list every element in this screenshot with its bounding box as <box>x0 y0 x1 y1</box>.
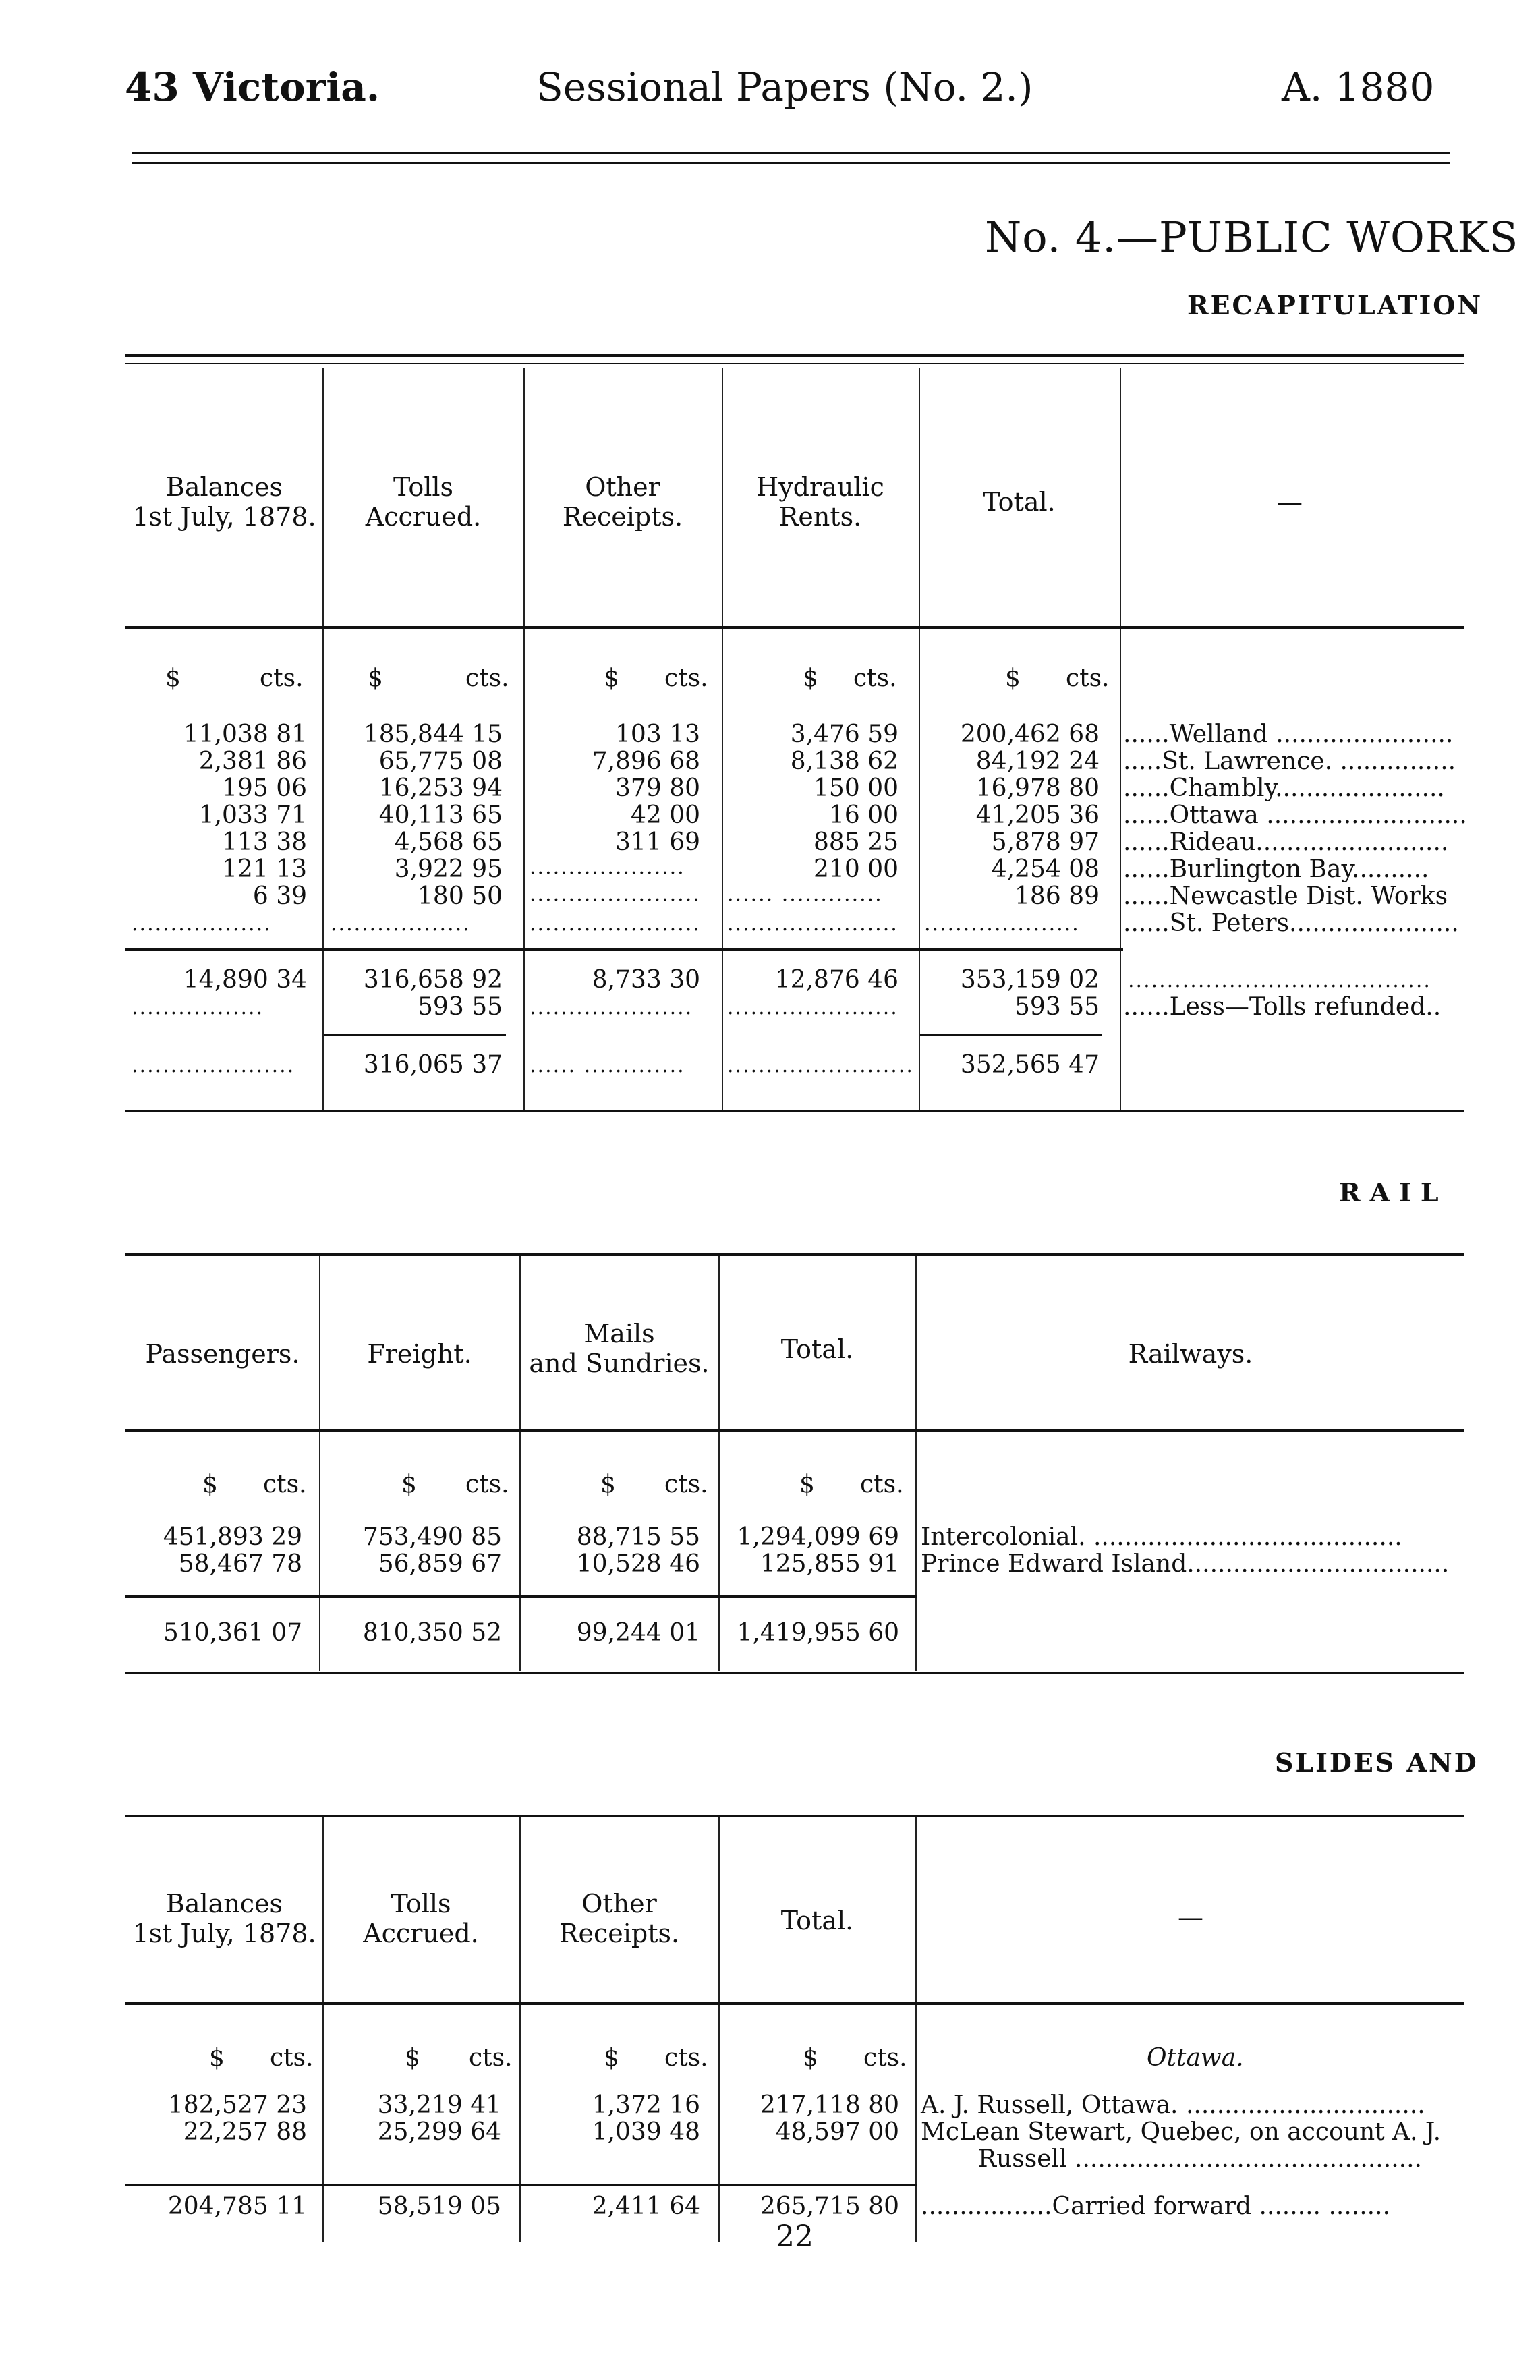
unit-dollar: $ <box>165 664 181 692</box>
cell-total: 186 89 <box>1015 882 1100 910</box>
header-left: 43 Victoria. <box>125 64 380 110</box>
unit-cts: cts. <box>664 1471 708 1498</box>
unit-cts: cts. <box>270 2044 314 2072</box>
section-title-rail: RAIL <box>1339 1177 1448 1208</box>
unit-cts: cts. <box>260 664 304 692</box>
unit-cts: cts. <box>863 2044 907 2072</box>
cell-balance: 11,038 81 <box>183 720 307 748</box>
cell-name: .................Carried forward ........ ........ <box>921 2192 1390 2220</box>
slides-row-continuation: Russell ............................................. <box>978 2145 1422 2173</box>
slides-col-tolls: Tolls Accrued. <box>363 1889 479 1948</box>
cell-tolls: 593 55 <box>418 993 503 1021</box>
unit-dollar: $ <box>368 664 383 692</box>
rail-sum-rule <box>125 1595 917 1598</box>
header-rule-top <box>132 152 1450 154</box>
cell-balance: 22,257 88 <box>183 2118 307 2146</box>
cell-hydraulic: 3,476 59 <box>790 720 899 748</box>
canals-top-rule-2 <box>125 363 1464 364</box>
header-center: Sessional Papers (No. 2.) <box>536 64 1033 110</box>
unit-dollar: $ <box>604 664 619 692</box>
cell-balance: 1,033 71 <box>198 801 307 829</box>
cell-tolls: 4,568 65 <box>394 828 503 856</box>
cell-mails: 10,528 46 <box>576 1550 700 1578</box>
cell-total: 48,597 00 <box>775 2118 899 2146</box>
unit-cts: cts. <box>465 664 509 692</box>
cell-name: A. J. Russell, Ottawa. ............................... <box>921 2091 1425 2119</box>
slides-col-balances: Balances 1st July, 1878. <box>132 1889 316 1948</box>
unit-dollar: $ <box>803 664 818 692</box>
cell-other: 1,039 48 <box>592 2118 700 2146</box>
cell-hydraulic: ........................ <box>727 1054 914 1077</box>
cell-other: 42 00 <box>630 801 700 829</box>
cell-passengers: 510,361 07 <box>163 1619 302 1647</box>
cell-tolls: 25,299 64 <box>377 2118 501 2146</box>
canals-col-other: Other Receipts. <box>562 472 683 532</box>
cell-other: 7,896 68 <box>592 747 700 775</box>
rail-col-railways: Railways. <box>1128 1339 1253 1369</box>
slides-col-name: — <box>1178 1902 1203 1932</box>
cell-tolls: .................. <box>331 912 471 936</box>
cell-total: 1,294,099 69 <box>737 1523 899 1551</box>
page-number: 22 <box>776 2219 814 2254</box>
slides-col-divider <box>718 1817 720 2242</box>
page-title: No. 4.—PUBLIC WORKS <box>985 213 1519 262</box>
cell-other: 1,372 16 <box>592 2091 700 2119</box>
rail-col-divider <box>718 1256 720 1671</box>
cell-other: .................... <box>530 855 685 879</box>
unit-cts: cts. <box>664 664 708 692</box>
cell-other: ...................... <box>530 882 701 906</box>
cell-tolls: 180 50 <box>418 882 503 910</box>
cell-other: ..................... <box>530 996 693 1019</box>
cell-freight: 56,859 67 <box>378 1550 502 1578</box>
cell-name: Intercolonial. ........................................ <box>921 1523 1402 1551</box>
cell-balance: 121 13 <box>222 855 307 883</box>
slides-col-other: Other Receipts. <box>559 1889 680 1948</box>
canals-col-name: — <box>1277 487 1303 517</box>
cell-name: ......St. Peters...................... <box>1123 909 1459 937</box>
unit-cts: cts. <box>1066 664 1110 692</box>
header-rule-bottom <box>132 162 1450 164</box>
cell-tolls: 33,219 41 <box>377 2091 501 2119</box>
cell-freight: 810,350 52 <box>362 1619 502 1647</box>
canals-col-balances: Balances 1st July, 1878. <box>132 472 316 532</box>
cell-tolls: 58,519 05 <box>377 2192 501 2220</box>
cell-tolls: 16,253 94 <box>378 774 503 802</box>
canals-sum-rule <box>125 948 1123 951</box>
cell-total: 4,254 08 <box>991 855 1100 883</box>
cell-name: ......Chambly...................... <box>1123 774 1445 802</box>
slides-top-rule <box>125 1815 1464 1817</box>
unit-dollar: $ <box>799 1471 815 1498</box>
cell-freight: 753,490 85 <box>362 1523 502 1551</box>
cell-balance: 6 39 <box>252 882 307 910</box>
cell-other: 2,411 64 <box>592 2192 700 2220</box>
cell-total: 352,565 47 <box>960 1051 1100 1079</box>
unit-cts: cts. <box>469 2044 513 2072</box>
cell-balance: 113 38 <box>222 828 307 856</box>
cell-name: ......Rideau......................... <box>1123 828 1449 856</box>
cell-hydraulic: 150 00 <box>814 774 899 802</box>
cell-total: 353,159 02 <box>960 966 1100 994</box>
cell-name: ....................................... <box>1128 969 1431 992</box>
cell-total: 1,419,955 60 <box>737 1619 899 1647</box>
cell-total: 593 55 <box>1015 993 1100 1021</box>
cell-total: 217,118 80 <box>760 2091 899 2119</box>
cell-total: 265,715 80 <box>760 2192 899 2220</box>
cell-name: ......Burlington Bay.......... <box>1123 855 1429 883</box>
cell-name: McLean Stewart, Quebec, on account A. J. <box>921 2118 1442 2146</box>
cell-balance: ................. <box>132 996 264 1019</box>
cell-other: 8,733 30 <box>592 966 700 994</box>
cell-name: ......Welland ....................... <box>1123 720 1454 748</box>
cell-tolls: 185,844 15 <box>363 720 503 748</box>
slides-header-rule <box>125 2002 1464 2005</box>
unit-cts: cts. <box>853 664 897 692</box>
cell-name: ......Less—Tolls refunded.. <box>1123 993 1442 1021</box>
slides-col-divider <box>322 1817 324 2242</box>
unit-dollar: $ <box>202 1471 218 1498</box>
rail-header-rule <box>125 1429 1464 1432</box>
canals-bottom-rule <box>125 1110 1464 1112</box>
rail-col-freight: Freight. <box>367 1339 472 1369</box>
cell-mails: 88,715 55 <box>576 1523 700 1551</box>
canals-col-total: Total. <box>983 487 1056 517</box>
cell-tolls: 316,065 37 <box>363 1051 503 1079</box>
cell-total: 200,462 68 <box>960 720 1100 748</box>
cell-hydraulic: 8,138 62 <box>790 747 899 775</box>
cell-hydraulic: ...... ............. <box>727 882 883 906</box>
canals-header-rule <box>125 626 1464 629</box>
slides-col-divider <box>915 1817 917 2242</box>
unit-dollar: $ <box>604 2044 619 2072</box>
cell-balance: 182,527 23 <box>167 2091 307 2119</box>
unit-dollar: $ <box>405 2044 420 2072</box>
cell-total: .................... <box>924 912 1080 936</box>
rail-col-divider <box>915 1256 917 1671</box>
cell-name: .....St. Lawrence. ............... <box>1123 747 1456 775</box>
cell-total: 41,205 36 <box>975 801 1100 829</box>
rail-top-rule <box>125 1253 1464 1256</box>
cell-name: ......Ottawa .......................... <box>1123 801 1467 829</box>
cell-balance: 2,381 86 <box>198 747 307 775</box>
cell-hydraulic: 16 00 <box>828 801 899 829</box>
canals-col-divider <box>1120 368 1121 1110</box>
cell-other: 311 69 <box>615 828 700 856</box>
cell-hydraulic: ...................... <box>727 996 899 1019</box>
cell-other: ...... ............. <box>530 1054 685 1077</box>
cell-other: 103 13 <box>615 720 700 748</box>
cell-passengers: 451,893 29 <box>163 1523 302 1551</box>
unit-dollar: $ <box>1005 664 1021 692</box>
cell-passengers: 58,467 78 <box>178 1550 302 1578</box>
cell-total: 125,855 91 <box>760 1550 899 1578</box>
unit-dollar: $ <box>803 2044 818 2072</box>
unit-dollar: $ <box>401 1471 417 1498</box>
section-title-slides: SLIDES AND <box>1275 1747 1479 1778</box>
canals-col-tolls: Tolls Accrued. <box>365 472 482 532</box>
rail-bottom-rule <box>125 1672 1464 1674</box>
cell-hydraulic: 210 00 <box>814 855 899 883</box>
unit-cts: cts. <box>860 1471 904 1498</box>
canals-net-rule <box>324 1034 506 1036</box>
cell-hydraulic: 12,876 46 <box>774 966 899 994</box>
canals-net-rule <box>920 1034 1102 1036</box>
cell-other: 379 80 <box>615 774 700 802</box>
cell-tolls: 40,113 65 <box>378 801 503 829</box>
cell-name: ......Newcastle Dist. Works <box>1123 882 1448 910</box>
cell-balance: 195 06 <box>222 774 307 802</box>
rail-col-divider <box>319 1256 320 1671</box>
slides-section-label: Ottawa. <box>1147 2044 1244 2072</box>
unit-dollar: $ <box>600 1471 616 1498</box>
slides-sum-rule <box>125 2184 917 2186</box>
slides-col-total: Total. <box>780 1906 854 1935</box>
rail-col-mails: Mails and Sundries. <box>529 1319 710 1378</box>
header-right: A. 1880 <box>1282 64 1435 110</box>
cell-other: ...................... <box>530 912 701 936</box>
section-title-recapitulation: RECAPITULATION <box>1187 290 1483 320</box>
rail-col-total: Total. <box>780 1334 854 1364</box>
cell-balance: 14,890 34 <box>183 966 307 994</box>
cell-balance: .................. <box>132 912 272 936</box>
unit-dollar: $ <box>209 2044 225 2072</box>
unit-cts: cts. <box>465 1471 509 1498</box>
unit-cts: cts. <box>263 1471 307 1498</box>
cell-hydraulic: 885 25 <box>814 828 899 856</box>
cell-total: 5,878 97 <box>991 828 1100 856</box>
canals-col-hydraulic: Hydraulic Rents. <box>756 472 884 532</box>
cell-tolls: 65,775 08 <box>378 747 503 775</box>
cell-balance: 204,785 11 <box>167 2192 307 2220</box>
cell-total: 84,192 24 <box>975 747 1100 775</box>
cell-tolls: 316,658 92 <box>363 966 503 994</box>
unit-cts: cts. <box>664 2044 708 2072</box>
rail-col-passengers: Passengers. <box>145 1339 300 1369</box>
rail-col-divider <box>519 1256 521 1671</box>
cell-hydraulic: ...................... <box>727 912 899 936</box>
cell-balance: ..................... <box>132 1054 295 1077</box>
slides-col-divider <box>519 1817 521 2242</box>
cell-mails: 99,244 01 <box>576 1619 700 1647</box>
canals-top-rule <box>125 354 1464 357</box>
cell-total: 16,978 80 <box>975 774 1100 802</box>
cell-name: Prince Edward Island.................................. <box>921 1550 1450 1578</box>
cell-tolls: 3,922 95 <box>394 855 503 883</box>
